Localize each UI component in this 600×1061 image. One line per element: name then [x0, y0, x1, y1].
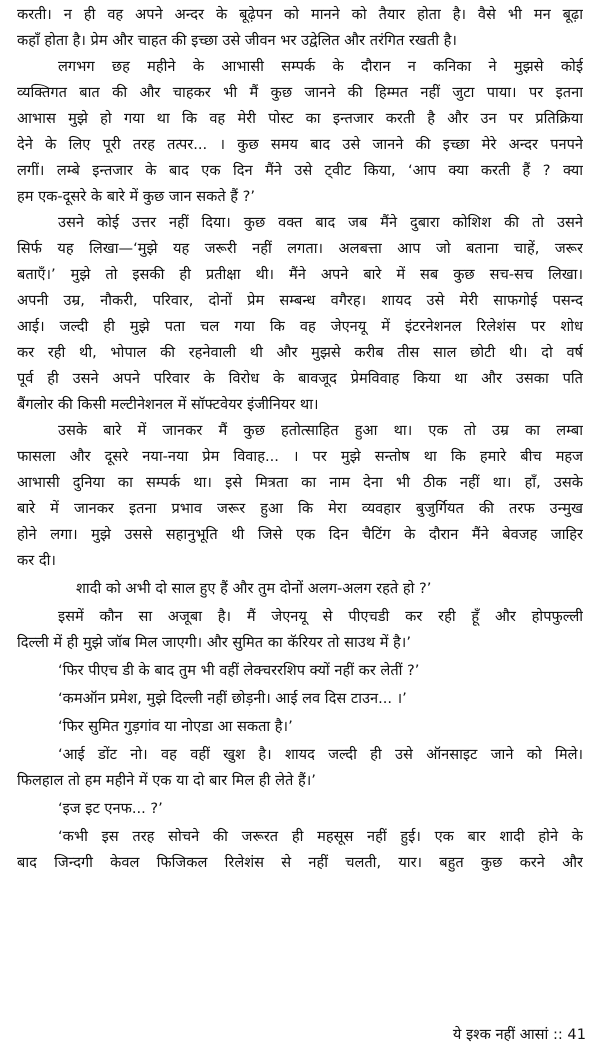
text-line: फिलहाल तो हम महीने में एक या दो बार मिल ही लेते हैं।’ [17, 772, 316, 789]
text-line: बैंगलोर की किसी मल्टीनेशनल में सॉफ्टवेयर इंजीनियर था। [17, 396, 319, 413]
text-line: देने के लिए पूरी तरह तत्पर... । कुछ समय बाद उसे जानने की इच्छा मेरे अन्दर पनपने [17, 136, 583, 153]
text-line: अपनी उम्र, नौकरी, परिवार, दोनों प्रेम सम्बन्ध वगैरह। शायद उसे मेरी साफगोई पसन्द [17, 292, 583, 309]
page-footer [453, 1022, 586, 1048]
text-line: लगभग छह महीने के आभासी सम्पर्क के दौरान न कनिका ने मुझसे कोई [58, 58, 583, 75]
text-line: ‘कमऑन प्रमेश, मुझे दिल्ली नहीं छोड़नी। आई लव दिस टाउन... ।’ [58, 690, 407, 707]
text-line: पूर्व ही उसने अपने परिवार के विरोध के बावजूद प्रेमविवाह किया था और उसका पति [17, 370, 583, 387]
text-line: कर रही थी, भोपाल की रहनेवाली थी और मुझसे करीब तीस साल छोटी थी। दो वर्ष [17, 344, 583, 361]
text-line: बाद जिन्दगी केवल फिजिकल रिलेशंस से नहीं चलती, यार। बहुत कुछ करने और [17, 854, 583, 871]
text-line: इसमें कौन सा अजूबा है। मैं जेएनयू से पीएचडी कर रही हूँ और होपफुल्ली [58, 608, 583, 625]
text-line: होने लगा। मुझे उससे सहानुभूति थी जिसे एक दिन चैटिंग के दौरान मैंने बेवजह जाहिर [17, 526, 583, 543]
footer-separator: :: [552, 1026, 563, 1043]
text-line: आभास मुझे हो गया था कि वह मेरी पोस्ट का इन्तजार करती है और उन पर प्रतिक्रिया [17, 110, 583, 127]
page-number: 41 [567, 1026, 586, 1043]
text-line: शादी को अभी दो साल हुए हैं और तुम दोनों अलग-अलग रहते हो ?’ [76, 580, 432, 597]
text-line: ‘फिर सुमित गुड़गांव या नोएडा आ सकता है।’ [58, 718, 293, 735]
text-line: उसके बारे में जानकर मैं कुछ हतोत्साहित हुआ था। एक तो उम्र का लम्बा [58, 422, 583, 439]
text-line: ‘आई डोंट नो। वह वहीं खुश है। शायद जल्दी ही उसे ऑनसाइट जाने को मिले। [58, 746, 583, 763]
text-line: सिर्फ यह लिखा—‘मुझे यह जरूरी नहीं लगता। अलबत्ता आप जो बताना चाहें, जरूर [17, 240, 583, 257]
text-line: ‘फिर पीएच डी के बाद तुम भी वहीं लेक्चररशिप क्यों नहीं कर लेतीं ?’ [58, 662, 420, 679]
text-line: करती। न ही वह अपने अन्दर के बूढ़ेपन को मानने को तैयार होता है। वैसे भी मन बूढ़ा [17, 6, 583, 23]
text-line: आई। जल्दी ही मुझे पता चल गया कि वह जेएनयू में इंटरनेशनल रिलेशंस पर शोध [17, 318, 583, 335]
text-line: फासला और दूसरे नया-नया प्रेम विवाह... । पर मुझे सन्तोष था कि हमारे बीच महज [17, 448, 583, 465]
text-line: आभासी दुनिया का सम्पर्क था। इसे मित्रता का नाम देना भी ठीक नहीं था। हाँ, उसके [17, 474, 583, 491]
text-line: ‘कभी इस तरह सोचने की जरूरत ही महसूस नहीं हुई। एक बार शादी होने के [58, 828, 583, 845]
text-line: कर दी। [17, 552, 56, 569]
text-line: कहाँ होता है। प्रेम और चाहत की इच्छा उसे जीवन भर उद्वेलित और तरंगित रखती है। [17, 32, 457, 49]
text-line: दिल्ली में ही मुझे जॉब मिल जाएगी। और सुमित का कॅरियर तो साउथ में है।’ [17, 634, 411, 651]
text-line: बताएँ।’ मुझे तो इसकी ही प्रतीक्षा थी। मैंने अपने बारे में सब कुछ सच-सच लिखा। [17, 266, 583, 283]
text-line: लगीं। लम्बे इन्तजार के बाद एक दिन मैंने उसे ट्वीट किया, ‘आप क्या करती हैं ? क्या [17, 162, 583, 179]
text-line: हम एक-दूसरे के बारे में कुछ जान सकते हैं ?’ [17, 188, 256, 205]
text-line: ‘इज इट एनफ... ?’ [58, 800, 163, 817]
running-title: ये इश्क नहीं आसां [452, 1026, 549, 1043]
text-line: व्यक्तिगत बात की और चाहकर भी मैं कुछ जानने की हिम्मत नहीं जुटा पाया। पर इतना [17, 84, 583, 101]
text-line: उसने कोई उत्तर नहीं दिया। कुछ वक्त बाद जब मैंने दुबारा कोशिश की तो उसने [58, 214, 583, 231]
text-line: बारे में जानकर इतना प्रभाव जरूर हुआ कि मेरा व्यवहार बुजुर्गियत की तरफ उन्मुख [17, 500, 583, 517]
